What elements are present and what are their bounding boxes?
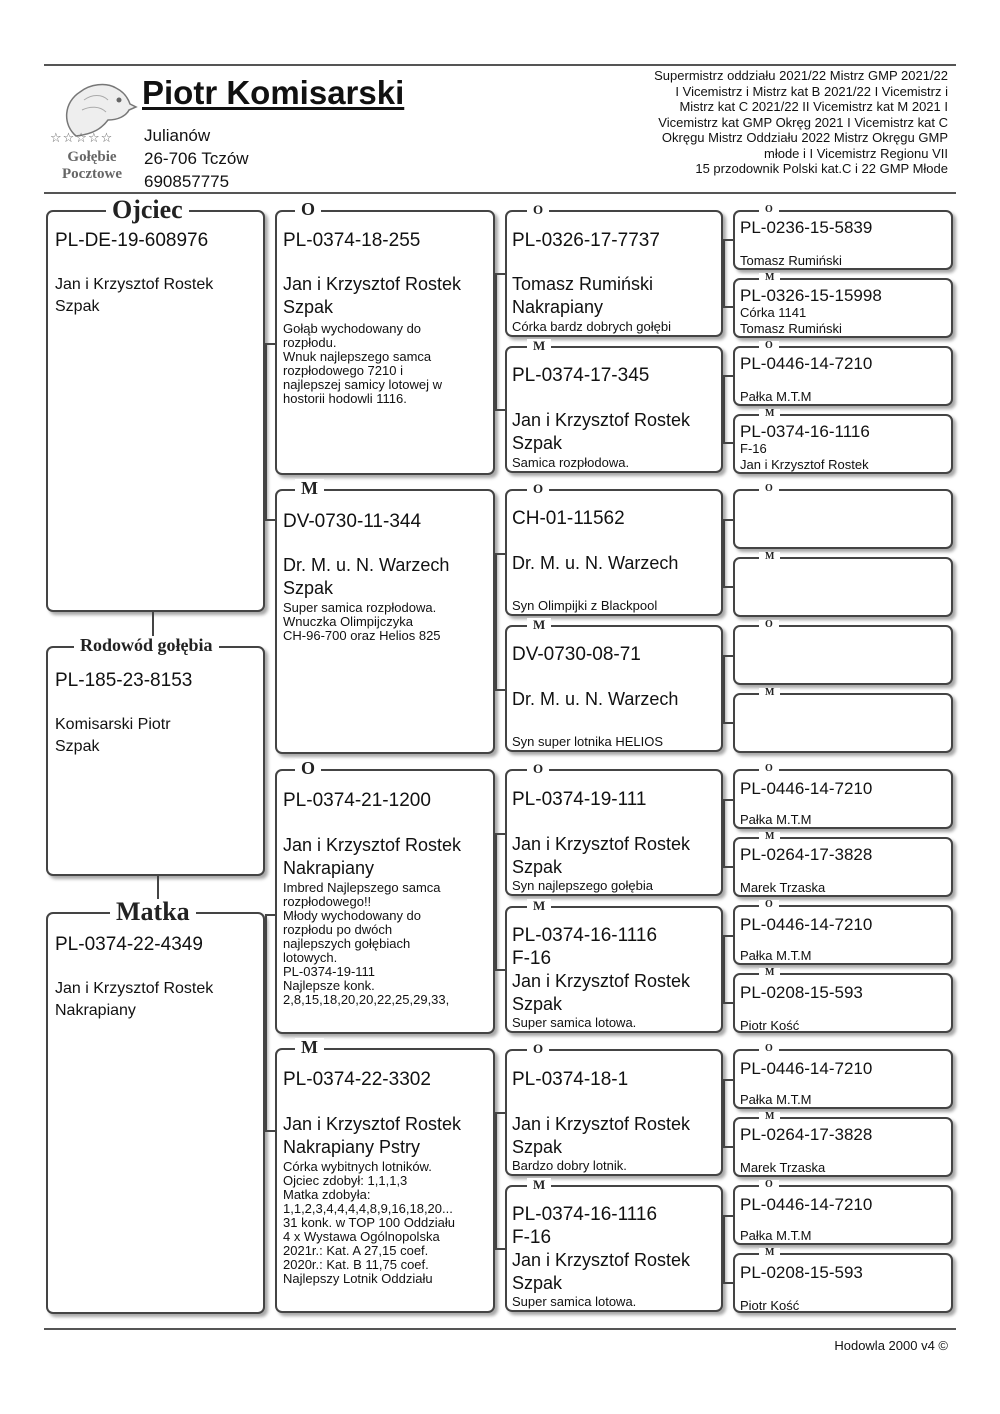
sex-label: M	[759, 832, 780, 842]
gen4-card-16[interactable]	[733, 1247, 953, 1313]
bracket	[495, 1112, 505, 1114]
gen4-card-11[interactable]	[733, 899, 953, 965]
gen3-owner: Jan i Krzysztof Rostek	[512, 1250, 691, 1270]
gen3-color: Szpak	[512, 1273, 563, 1293]
logo-line-1: Gołębie	[67, 149, 117, 165]
gen3-note: Super samica lotowa.	[512, 1294, 637, 1309]
gen4-owner: Marek Trzaska	[740, 1160, 826, 1175]
sex-label: O	[759, 1180, 779, 1190]
note-line: 2020r.: Kat. B 11,75 coef.	[283, 1257, 429, 1272]
note-line: Wnuczka Olimpijczyka	[283, 614, 414, 629]
note-line: lotowych.	[283, 950, 338, 965]
sex-label: M	[759, 409, 780, 419]
gen3-note: Syn najlepszego gołębia	[512, 878, 653, 893]
gen2-color: Nakrapiany	[283, 858, 375, 878]
gen3-ring: DV-0730-08-71	[512, 644, 641, 665]
gen4-ring: PL-0208-15-593	[740, 983, 863, 1002]
gen4-ring: PL-0446-14-7210	[740, 354, 873, 373]
gen3-card-6[interactable]	[505, 898, 723, 1033]
note-line: 31 konk. w TOP 100 Oddziału	[283, 1215, 455, 1230]
address-line: Julianów	[144, 126, 211, 145]
gen2-owner: Jan i Krzysztof Rostek	[283, 1114, 462, 1134]
bracket	[723, 655, 725, 722]
gen3-color: Szpak	[512, 994, 563, 1014]
achievement-line: młode i I Vicemistrz Regionu VII	[764, 145, 948, 161]
gen3-note: Syn Olimpijki z Blackpool	[512, 598, 658, 613]
note-line: 4 x Wystawa Ogólnopolska	[283, 1229, 440, 1244]
top-rule	[44, 64, 956, 66]
mother-card[interactable]	[46, 897, 265, 1314]
bracket	[495, 833, 505, 835]
bracket	[495, 1112, 497, 1248]
sex-label: O	[759, 341, 779, 351]
gen4-ring: PL-0326-15-15998	[740, 286, 882, 305]
gen4-mid: Córka 1141	[740, 305, 807, 320]
sex-label: O	[527, 762, 549, 775]
gen4-ring: PL-0446-14-7210	[740, 1195, 873, 1214]
note-line: najlepszych gołębiach	[283, 936, 411, 951]
note-line: Najlepszy Lotnik Oddziału	[283, 1271, 433, 1286]
svg-text:☆☆☆☆☆: ☆☆☆☆☆	[50, 131, 114, 144]
bracket	[723, 799, 725, 866]
gen2-color: Nakrapiany Pstry	[283, 1137, 421, 1157]
gen3-ring: PL-0374-18-1	[512, 1069, 629, 1090]
gen4-ring: PL-0446-14-7210	[740, 915, 873, 934]
gen4-card-5[interactable]	[733, 483, 953, 549]
pedigree-label: Rodowód gołębia	[74, 636, 219, 654]
gen4-owner: Pałka M.T.M	[740, 389, 812, 404]
gen3-ring: CH-01-11562	[512, 508, 625, 529]
bracket	[723, 442, 733, 444]
note-line: rozpłodu.	[283, 335, 337, 350]
sex-label: O	[759, 484, 779, 494]
father-label: Ojciec	[106, 197, 189, 223]
gen4-card-10[interactable]	[733, 831, 953, 897]
footer-rule	[44, 1328, 956, 1330]
gen4-owner: Pałka M.T.M	[740, 1092, 812, 1107]
bracket	[723, 375, 733, 377]
gen3-owner: Jan i Krzysztof Rostek	[512, 834, 691, 854]
sex-label: O	[759, 1044, 779, 1054]
sex-label: M	[759, 552, 780, 562]
sex-label: O	[527, 203, 549, 216]
bracket	[265, 1130, 275, 1132]
father-owner: Jan i Krzysztof Rostek	[55, 276, 214, 293]
sex-label: O	[295, 759, 321, 777]
bracket	[723, 655, 733, 657]
bracket	[265, 343, 275, 345]
sex-label: O	[759, 620, 779, 630]
gen2-notes	[283, 601, 441, 643]
sex-label: O	[527, 1042, 549, 1055]
gen2-owner: Jan i Krzysztof Rostek	[283, 274, 462, 294]
note-line: hostorii hodowli 1116.	[283, 391, 407, 406]
gen2-owner: Jan i Krzysztof Rostek	[283, 835, 462, 855]
bracket	[495, 409, 505, 411]
address-line: 26-706 Tczów	[144, 149, 249, 168]
gen2-notes	[283, 881, 449, 1007]
sex-label: M	[759, 273, 780, 283]
gen3-ring: PL-0374-16-1116	[512, 925, 658, 946]
bracket	[723, 1215, 733, 1217]
father-card[interactable]	[46, 195, 265, 612]
gen3-note: Córka bardz dobrych gołębi	[512, 319, 671, 334]
achievements	[588, 68, 948, 177]
subject-ring: PL-185-23-8153	[55, 670, 193, 691]
gen3-note: Bardzo dobry lotnik.	[512, 1158, 627, 1173]
bracket	[723, 586, 733, 588]
bracket	[495, 969, 505, 971]
gen3-extra: F-16	[512, 948, 552, 969]
bracket	[723, 935, 733, 937]
gen4-owner: Tomasz Rumiński	[740, 253, 842, 268]
logo-line-2: Pocztowe	[62, 166, 122, 182]
bracket	[495, 553, 505, 555]
bracket	[723, 239, 725, 306]
header-rule	[44, 192, 956, 194]
gen3-owner: Jan i Krzysztof Rostek	[512, 971, 691, 991]
gen4-ring: PL-0374-16-1116	[740, 422, 870, 441]
gen3-note: Syn super lotnika HELIOS	[512, 734, 664, 749]
gen2-ring: PL-0374-22-3302	[283, 1069, 431, 1090]
gen4-owner: Pałka M.T.M	[740, 948, 812, 963]
gen4-owner: Jan i Krzysztof Rostek	[740, 457, 869, 472]
bracket	[723, 306, 733, 308]
gen3-owner: Dr. M. u. N. Warzech	[512, 553, 679, 573]
gen4-owner: Piotr Kość	[740, 1018, 800, 1033]
achievement-line: Supermistrz oddziału 2021/22 Mistrz GMP 2021/22	[654, 68, 948, 83]
gen3-card-1[interactable]	[505, 202, 723, 337]
gen4-owner: Piotr Kość	[740, 1298, 800, 1313]
sex-label: O	[759, 205, 779, 215]
gen3-color: Szpak	[512, 1137, 563, 1157]
achievement-line: Vicemistrz kat GMP Okręg 2021 I Vicemistrz kat C	[658, 114, 948, 130]
bracket	[723, 1215, 725, 1282]
gen2-card-4[interactable]	[275, 1037, 495, 1313]
sex-label: M	[759, 688, 780, 698]
note-line: rozpłodowego 7210 i	[283, 363, 403, 378]
gen4-ring: PL-0208-15-593	[740, 1263, 863, 1282]
bracket	[495, 273, 497, 409]
bracket	[723, 375, 725, 442]
bracket	[495, 553, 497, 689]
bracket	[723, 935, 725, 1002]
bracket	[265, 519, 275, 521]
bracket	[723, 866, 733, 868]
gen3-ring: PL-0374-19-111	[512, 789, 647, 810]
gen3-note: Samica rozpłodowa.	[512, 455, 630, 470]
bracket	[495, 273, 505, 275]
mother-color: Nakrapiany	[55, 1002, 136, 1019]
gen3-card-2[interactable]	[505, 338, 723, 473]
gen2-owner: Dr. M. u. N. Warzech	[283, 555, 450, 575]
mother-label: Matka	[110, 899, 196, 925]
note-line: najlepszej samicy lotowej w	[283, 377, 442, 392]
gen3-card-3[interactable]	[505, 481, 723, 616]
gen4-ring: PL-0446-14-7210	[740, 1059, 873, 1078]
gen4-card-1[interactable]	[733, 204, 953, 270]
note-line: 2,8,15,18,20,20,22,25,29,33,	[283, 992, 450, 1007]
note-line: rozpłodowego!!	[283, 894, 372, 909]
gen4-ring: PL-0264-17-3828	[740, 1125, 873, 1144]
bracket	[265, 343, 267, 519]
pigeon-logo-icon	[46, 72, 138, 144]
sex-label: M	[527, 339, 551, 352]
gen2-ring: PL-0374-18-255	[283, 230, 421, 251]
sex-label: O	[527, 482, 549, 495]
note-line: PL-0374-19-111	[283, 964, 376, 979]
gen4-owner: Tomasz Rumiński	[740, 321, 842, 336]
gen4-card-2[interactable]	[733, 272, 953, 338]
gen4-mid: F-16	[740, 441, 767, 456]
sex-label: M	[759, 968, 780, 978]
note-line: Matka zdobyła:	[283, 1187, 371, 1202]
bracket	[723, 1282, 733, 1284]
sex-label: O	[759, 900, 779, 910]
bracket	[723, 519, 733, 521]
note-line: Super samica rozpłodowa.	[283, 600, 437, 615]
gen4-card-14[interactable]	[733, 1111, 953, 1177]
sex-label: O	[295, 200, 321, 218]
gen3-note: Super samica lotowa.	[512, 1015, 637, 1030]
gen2-color: Szpak	[283, 297, 334, 317]
sex-label: M	[295, 1038, 324, 1056]
gen4-owner: Pałka M.T.M	[740, 1228, 812, 1243]
gen3-owner: Tomasz Rumiński	[512, 274, 654, 294]
note-line: Imbred Najlepszego samca	[283, 880, 441, 895]
bracket	[723, 1002, 733, 1004]
gen4-ring: PL-0264-17-3828	[740, 845, 873, 864]
bracket	[265, 914, 275, 916]
gen3-card-7[interactable]	[505, 1041, 723, 1176]
gen3-owner: Jan i Krzysztof Rostek	[512, 1114, 691, 1134]
gen4-card-8[interactable]	[733, 687, 953, 753]
note-line: rozpłodu po dwóch	[283, 922, 393, 937]
bracket	[495, 833, 497, 969]
note-line: Ojciec zdobył: 1,1,1,3	[283, 1173, 408, 1188]
footer-text: Hodowla 2000 v4 ©	[834, 1338, 948, 1353]
gen2-notes	[283, 322, 442, 406]
gen4-owner: Marek Trzaska	[740, 880, 826, 895]
sex-label: M	[527, 618, 551, 631]
gen4-card-4[interactable]	[733, 408, 953, 474]
bracket	[723, 1079, 733, 1081]
gen2-ring: DV-0730-11-344	[283, 511, 422, 532]
gen2-card-3[interactable]	[275, 758, 495, 1034]
phone-number: 690857775	[144, 172, 230, 191]
bracket	[723, 239, 733, 241]
note-line: 2021r.: Kat. A 27,15 coef.	[283, 1243, 429, 1258]
breeder-name: Piotr Komisarski	[142, 74, 405, 111]
gen4-ring: PL-0236-15-5839	[740, 218, 873, 237]
sex-label: M	[759, 1248, 780, 1258]
gen2-color: Szpak	[283, 578, 334, 598]
subject-color: Szpak	[55, 738, 100, 755]
note-line: Młody wychodowany do	[283, 908, 422, 923]
bracket	[265, 914, 267, 1130]
breeder-address	[144, 124, 249, 193]
logo	[46, 72, 138, 184]
gen3-owner: Jan i Krzysztof Rostek	[512, 410, 691, 430]
gen4-ring: PL-0446-14-7210	[740, 779, 873, 798]
bracket	[723, 1079, 725, 1146]
gen4-card-13[interactable]	[733, 1043, 953, 1109]
sex-label: M	[759, 1112, 780, 1122]
note-line: 1,1,2,3,4,4,4,4,8,9,16,18,20...	[283, 1201, 453, 1216]
gen3-card-8[interactable]	[505, 1177, 723, 1312]
mother-owner: Jan i Krzysztof Rostek	[55, 980, 214, 997]
gen3-color: Szpak	[512, 433, 563, 453]
gen3-color: Szpak	[512, 857, 563, 877]
sex-label: M	[527, 899, 551, 912]
gen3-card-5[interactable]	[505, 761, 723, 896]
subject-card[interactable]	[46, 635, 265, 876]
gen4-card-7[interactable]	[733, 619, 953, 685]
gen3-card-4[interactable]	[505, 617, 723, 752]
note-line: Wnuk najlepszego samca	[283, 349, 432, 364]
gen4-card-15[interactable]	[733, 1179, 953, 1245]
gen2-ring: PL-0374-21-1200	[283, 790, 431, 811]
gen3-ring: PL-0374-16-1116	[512, 1204, 658, 1225]
sex-label: M	[527, 1178, 551, 1191]
father-color: Szpak	[55, 298, 100, 315]
subject-owner: Komisarski Piotr	[55, 716, 171, 733]
gen4-owner: Pałka M.T.M	[740, 812, 812, 827]
gen4-card-3[interactable]	[733, 340, 953, 406]
bracket	[723, 722, 733, 724]
gen3-ring: PL-0326-17-7737	[512, 230, 660, 251]
achievement-line: I Vicemistrz i Mistrz kat B 2021/22 I Vicemistrz i	[675, 83, 948, 99]
bracket	[723, 519, 725, 586]
note-line: Gołąb wychodowany do	[283, 321, 422, 336]
gen2-card-2[interactable]	[275, 478, 495, 754]
gen4-card-12[interactable]	[733, 967, 953, 1033]
note-line: CH-96-700 oraz Helios 825	[283, 628, 441, 643]
bracket	[495, 1248, 505, 1250]
father-ring: PL-DE-19-608976	[55, 230, 209, 251]
mother-ring: PL-0374-22-4349	[55, 934, 203, 955]
sex-label: M	[295, 479, 324, 497]
gen3-owner: Dr. M. u. N. Warzech	[512, 689, 679, 709]
achievement-line: Mistrz kat C 2021/22 II Vicemistrz kat M 2021 I	[679, 99, 948, 114]
gen2-notes	[283, 1160, 455, 1286]
gen3-color: Nakrapiany	[512, 297, 604, 317]
bracket	[495, 689, 505, 691]
gen4-card-9[interactable]	[733, 763, 953, 829]
bracket	[723, 799, 733, 801]
gen4-card-6[interactable]	[733, 551, 953, 617]
note-line: Córka wybitnych lotników.	[283, 1159, 432, 1174]
gen3-extra: F-16	[512, 1227, 552, 1248]
sex-label: O	[759, 764, 779, 774]
achievement-line: Okręgu Mistrz Oddziału 2022 Mistrz Okręgu GMP	[661, 130, 948, 145]
gen3-ring: PL-0374-17-345	[512, 365, 650, 386]
gen2-card-1[interactable]	[275, 199, 495, 475]
achievement-line: 15 przodownik Polski kat.C i 22 GMP Młode	[695, 161, 948, 176]
bracket	[723, 1146, 733, 1148]
note-line: Najlepsze konk.	[283, 978, 375, 993]
